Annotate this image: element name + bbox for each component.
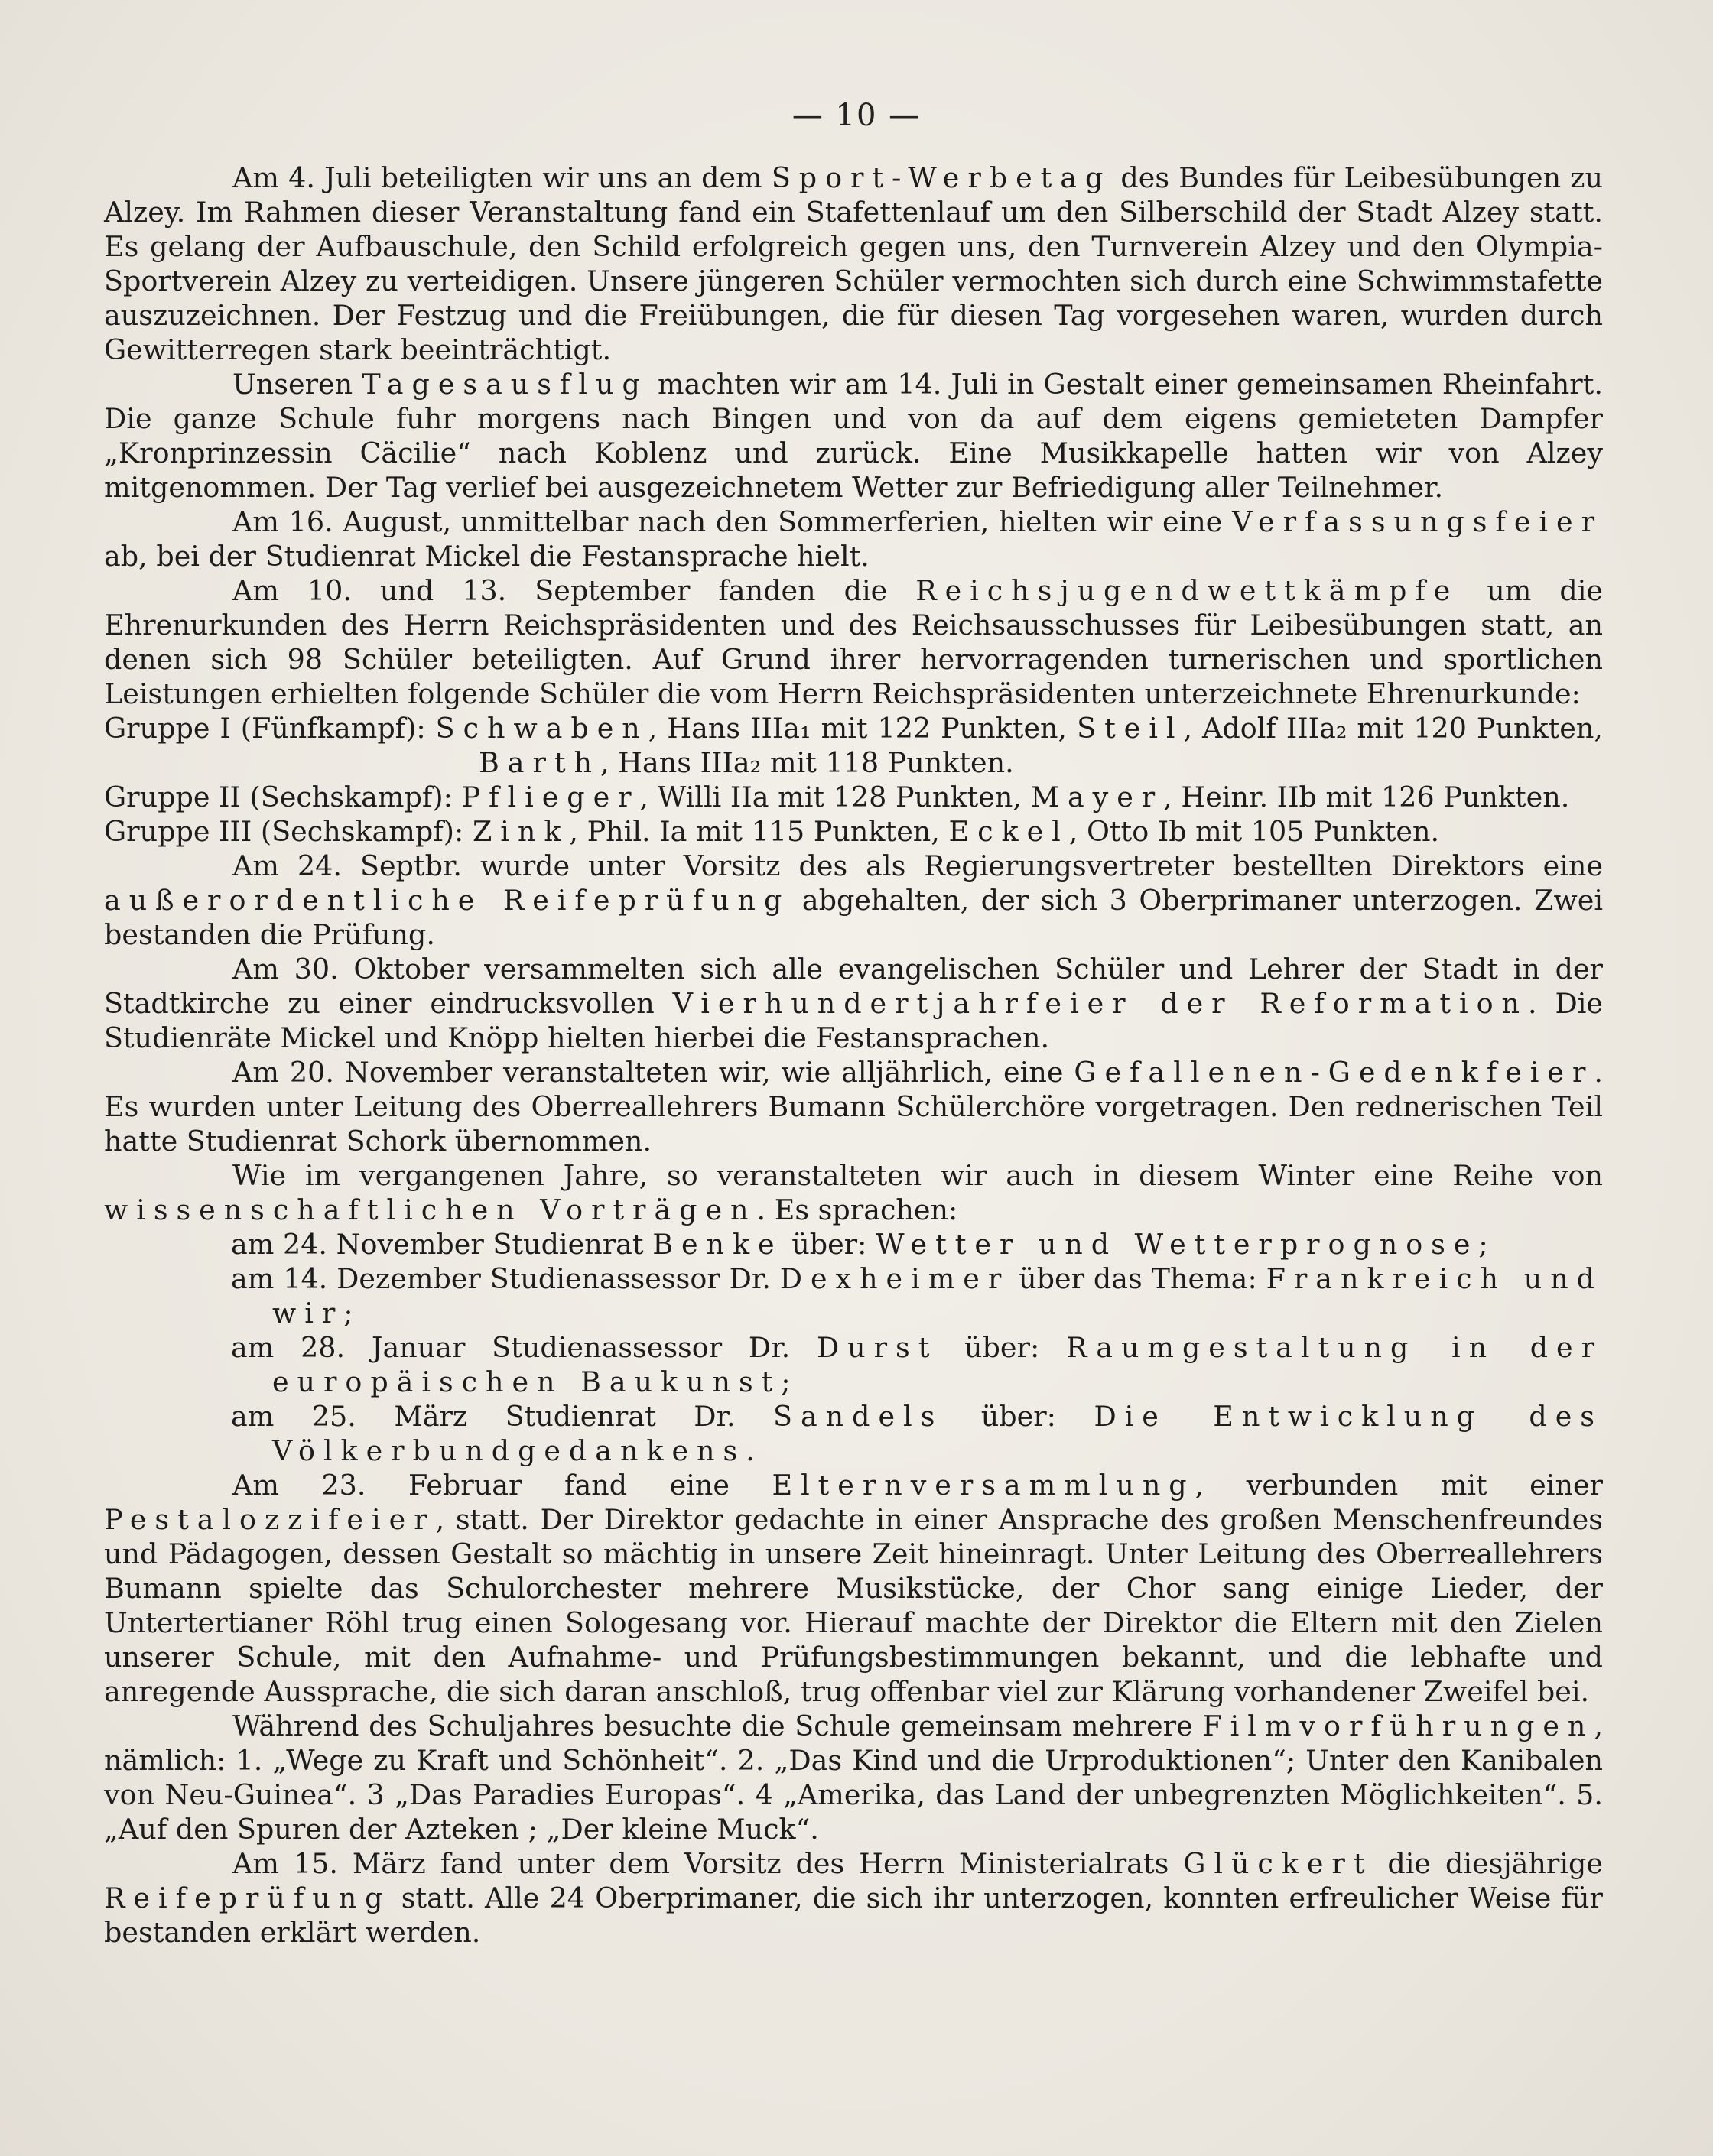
spaced-term: Pestalozzifeier bbox=[104, 1503, 436, 1536]
paragraph-reichsjugendwettkaempfe: Am 10. und 13. September fanden die Reichsjugendwettkämpfe um die Ehrenurkunden des Herrn Reichspräsidenten und des Reichsausschusses für Leibesübungen statt, an denen sich 98 Schüler beteiligten. Auf Grund ihrer hervorragenden turnerischen und sportlichen Leistungen erhielten folgende Schüler die vom Herrn Reichspräsidenten unterzeichnete Ehrenurkunde: bbox=[104, 574, 1603, 710]
paragraph-reifepruefung-ausserordentlich: Am 24. Septbr. wurde unter Vorsitz des als Regierungsvertreter bestellten Direktors eine außerordentliche Reifeprüfung abgehalten, der sich 3 Oberprimaner unterzogen. Zwei bestanden die Prüfung. bbox=[104, 849, 1603, 951]
paragraph-reformationsfeier: Am 30. Oktober versammelten sich alle evangelischen Schüler und Lehrer der Stadt in der Stadtkirche zu einer eindrucksvollen Vierhundertjahrfeier der Reformation. Die Studienräte Mickel und Knöpp hielten hierbei die Festansprachen. bbox=[104, 953, 1603, 1054]
page-number: — 10 — bbox=[791, 98, 922, 133]
group-result: Gruppe III (Sechskampf): Zink, Phil. Ia mit 115 Punkten, Eckel, Otto Ib mit 105 Punkten. bbox=[104, 815, 1440, 848]
lecture-topic: Wetter und Wetterprognose bbox=[876, 1228, 1479, 1261]
spaced-term: wissenschaftlichen Vorträgen bbox=[104, 1193, 757, 1226]
paragraph-sport-werbetag: Am 4. Juli beteiligten wir uns an dem Sport-Werbetag des Bundes für Leibesübungen zu Alzey. Im Rahmen dieser Veranstaltung fand ein Stafettenlauf um den Silberschild der Stadt Alzey statt. Es gelang der Aufbauschule, den Schild erfolgreich gegen uns, den Turnverein Alzey und den Olympia-Sportverein Alzey zu verteidigen. Unsere jüngeren Schüler vermochten sich durch eine Schwimmstafette auszuzeichnen. Der Festzug und die Freiübungen, die für diesen Tag vorgesehen waren, wurden durch Gewitterregen stark beeinträchtigt. bbox=[104, 161, 1604, 366]
spaced-term: Filmvorführungen bbox=[1202, 1710, 1594, 1742]
lecture-topic: Die Entwicklung des Völkerbundgedankens bbox=[272, 1400, 1603, 1467]
paragraph-gedenkfeier: Am 20. November veranstalteten wir, wie alljährlich, eine Gefallenen-Gedenkfeier. Es wurden unter Leitung des Oberreallehrers Bumann Schülerchöre vorgetragen. Den rednerischen Teil hatte Studienrat Schork übernommen. bbox=[104, 1056, 1603, 1158]
spaced-term: Elternversammlung bbox=[772, 1469, 1195, 1502]
paragraph-verfassungsfeier: Am 16. August, unmittelbar nach den Sommerferien, hielten wir eine Verfassungsfeier ab, bei der Studienrat Mickel die Festansprache hielt. bbox=[104, 505, 1603, 573]
winner-name: Barth bbox=[479, 746, 600, 779]
spaced-term: Gefallenen-Gedenkfeier bbox=[1074, 1056, 1594, 1089]
paragraph-reifepruefung: Am 15. März fand unter dem Vorsitz des Herrn Ministerialrats Glückert die diesjährige Reifeprüfung statt. Alle 24 Oberprimaner, die sich ihr unterzogen, konnten erfreulicher Weise für bestanden erklärt werden. bbox=[104, 1847, 1603, 1949]
winner-name: Mayer bbox=[1030, 781, 1164, 813]
speaker-name: Benke bbox=[652, 1228, 783, 1261]
page-body bbox=[104, 161, 1603, 1950]
group-result: Gruppe II (Sechskampf): Pflieger, Willi IIa mit 128 Punkten, Mayer, Heinr. IIb mit 126 Punkten. bbox=[104, 781, 1570, 813]
spaced-term: Verfassungsfeier bbox=[1232, 505, 1603, 538]
speaker-name: Dexheimer bbox=[779, 1262, 1010, 1295]
spaced-term: Glückert bbox=[1183, 1847, 1373, 1880]
lecture-entry: am 24. November Studienrat Benke über: Wetter und Wetterprognose; bbox=[231, 1228, 1488, 1261]
winner-name: Zink bbox=[472, 815, 570, 848]
winner-name: Eckel bbox=[948, 815, 1069, 848]
speaker-name: Sandels bbox=[773, 1400, 944, 1433]
spaced-term: Reifeprüfung bbox=[104, 1882, 392, 1914]
lecture-entry: am 25. März Studienrat Dr. Sandels über: Die Entwicklung des Völkerbundgedankens. bbox=[231, 1400, 1603, 1467]
lecture-topic: Raumgestaltung in der europäischen Baukunst bbox=[272, 1331, 1604, 1398]
winner-name: Pflieger bbox=[461, 781, 640, 813]
spaced-term: Sport-Werbetag bbox=[771, 161, 1112, 194]
lecture-entry: am 14. Dezember Studienassessor Dr. Dexheimer über das Thema: Frankreich und wir; bbox=[231, 1262, 1603, 1330]
spaced-term: Reichsjugendwettkämpfe bbox=[915, 574, 1459, 607]
winner-name: Steil bbox=[1077, 712, 1184, 745]
paragraph-filmvorfuehrungen: Während des Schuljahres besuchte die Schule gemeinsam mehrere Filmvorführungen, nämlich: 1. „Wege zu Kraft und Schönheit“. 2. „Das Kind und die Urproduktionen“; Unter den Kanibalen von Neu-Guinea“. 3 „Das Paradies Europas“. 4 „Amerika, das Land der unbegrenzten Möglichkeiten“. 5. „Auf den Spuren der Azteken ; „Der kleine Muck“. bbox=[104, 1710, 1603, 1846]
group-result: Gruppe I (Fünfkampf): Schwaben, Hans IIIa₁ mit 122 Punkten, Steil, Adolf IIIa₂ mit 120 Punkten, Barth, Hans IIIa₂ mit 118 Punkten. bbox=[104, 712, 1603, 779]
paragraph-elternversammlung: Am 23. Februar fand eine Elternversammlung, verbunden mit einer Pestalozzifeier, statt. Der Direktor gedachte in einer Ansprache des großen Menschenfreundes und Pädagogen, dessen Gestalt so mächtig in unsere Zeit hineinragt. Unter Leitung des Oberreallehrers Bumann spielte das Schulorchester mehrere Musikstücke, der Chor sang einige Lieder, der Untertertianer Röhl trug einen Sologesang vor. Hierauf machte der Direktor die Eltern mit den Zielen unserer Schule, mit den Aufnahme- und Prüfungsbestimmungen bekannt, und die lebhafte und anregende Aussprache, die sich daran anschloß, trug offenbar viel zur Klärung vorhandener Zweifel bei. bbox=[104, 1469, 1603, 1708]
paragraph-tagesausflug: Unseren Tagesausflug machten wir am 14. Juli in Gestalt einer gemeinsamen Rheinfahrt. Die ganze Schule fuhr morgens nach Bingen und von da auf dem eigens gemieteten Dampfer „Kronprinzessin Cäcilie“ nach Koblenz und zurück. Eine Musikkapelle hatten wir von Alzey mitgenommen. Der Tag verlief bei ausgezeichnetem Wetter zur Befriedigung aller Teilnehmer. bbox=[104, 368, 1604, 504]
spaced-term: Tagesausflug bbox=[362, 368, 648, 401]
paragraph-vortraege: Wie im vergangenen Jahre, so veranstalteten wir auch in diesem Winter eine Reihe von wissenschaftlichen Vorträgen. Es sprachen: bbox=[104, 1159, 1603, 1226]
spaced-term: außerordentliche Reifeprüfung bbox=[104, 884, 791, 917]
lecture-entry: am 28. Januar Studienassessor Dr. Durst über: Raumgestaltung in der europäischen Baukunst; bbox=[231, 1331, 1604, 1398]
speaker-name: Durst bbox=[816, 1331, 938, 1364]
lecture-topic: Frankreich und wir bbox=[272, 1262, 1603, 1330]
spaced-term: Vierhundertjahrfeier der Reformation bbox=[672, 987, 1529, 1020]
winner-name: Schwaben bbox=[435, 712, 648, 745]
